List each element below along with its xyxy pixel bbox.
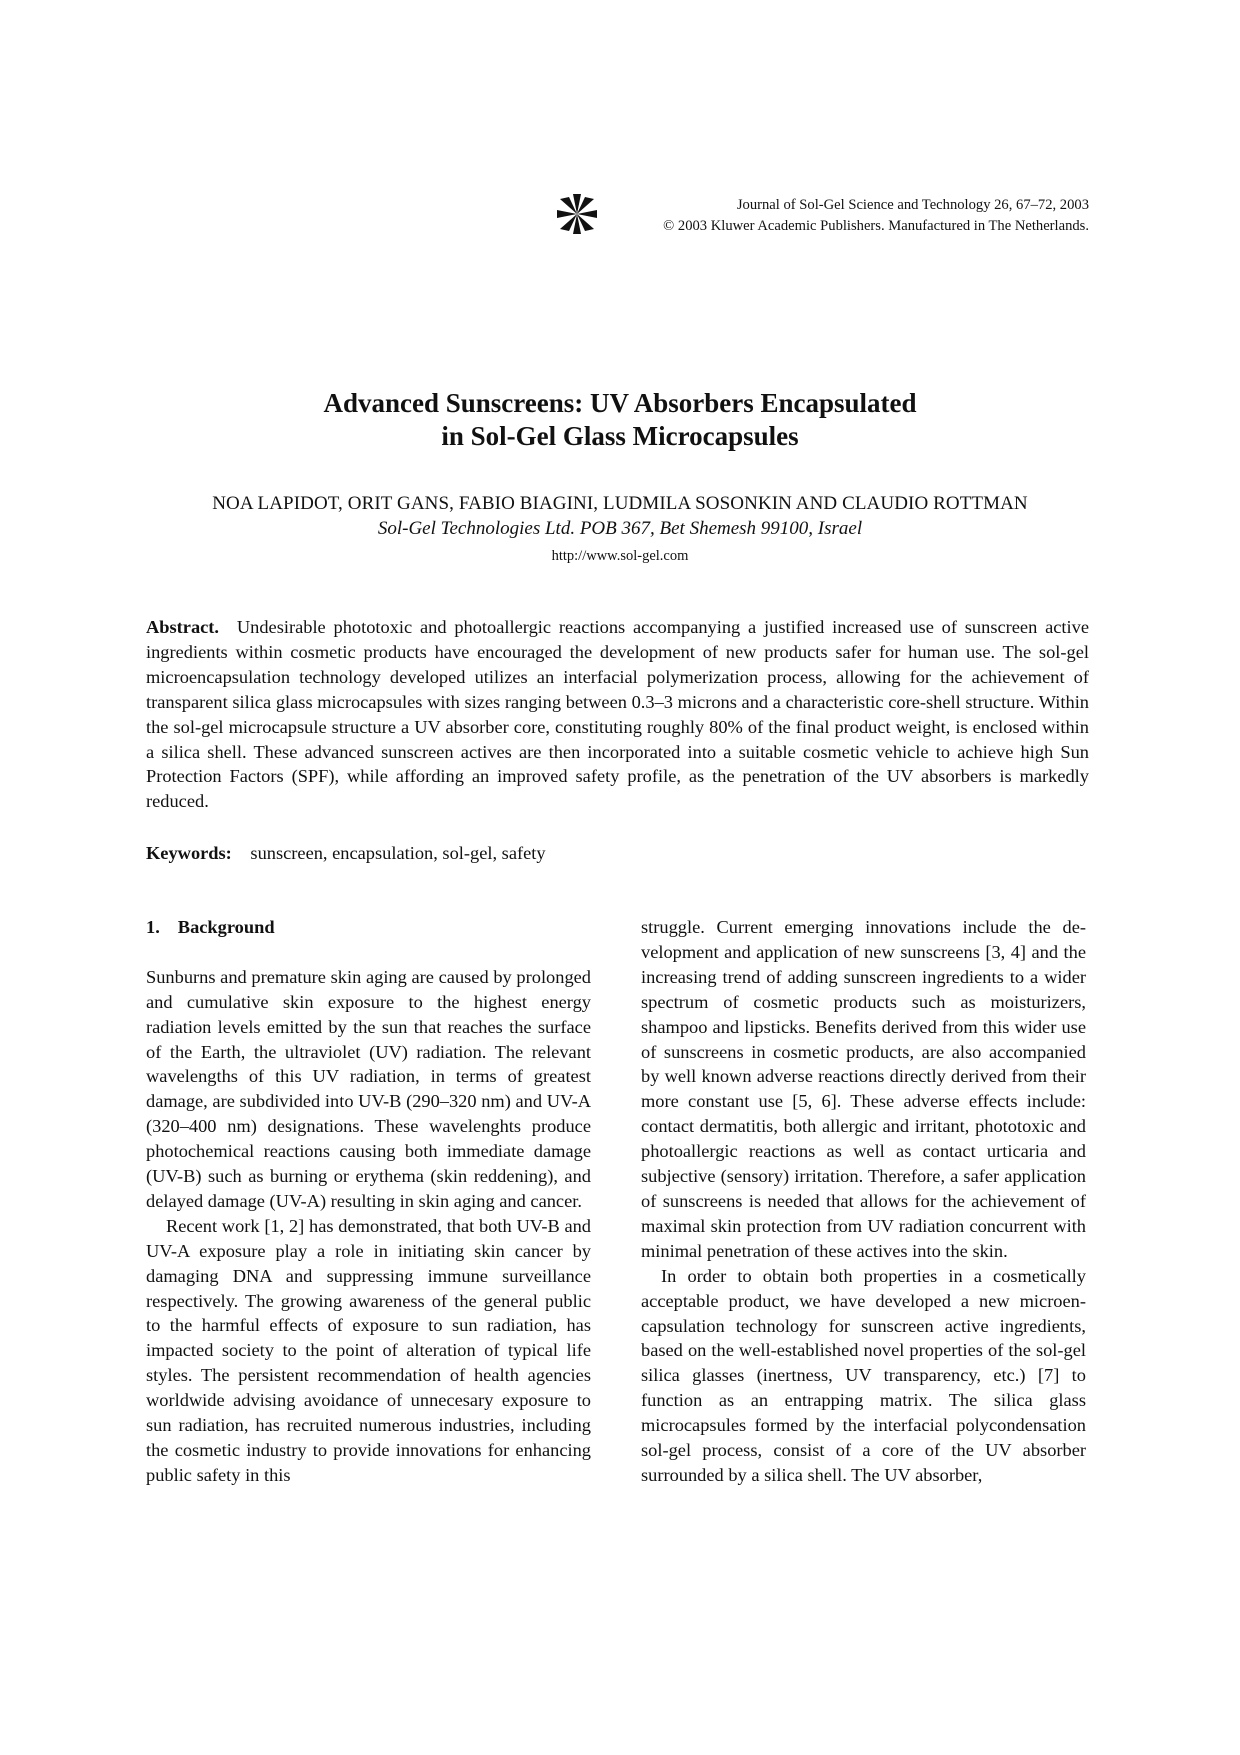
section-heading (146, 915, 591, 940)
section-title: Background (177, 917, 275, 937)
abstract-label: Abstract. (146, 617, 220, 637)
journal-citation: Journal of Sol-Gel Science and Technology 26, 67–72, 2003 (736, 197, 1089, 213)
abstract (146, 615, 1089, 814)
publisher-logo-icon (556, 193, 598, 235)
keywords-text: sunscreen, encapsulation, sol-gel, safety (250, 843, 546, 863)
keywords (146, 841, 1089, 866)
abstract-text: Undesirable phototoxic and photoallergic reactions accompanying a justified increased use of sunscreen active ingredients within cosmetic products have encouraged the development of new products safer for human use. The sol-gel microencapsulation technology developed utilizes an interfacial polymerization process, allowing for the achievement of transparent silica glass microcapsules with sizes ranging between 0.3–3 microns and a characteristic core-shell structure. Within the sol-gel microcapsule structure a UV absorber core, constituting roughly 80% of the final product weight, is enclosed within a silica shell. These advanced sunscreen actives are then incorporated into a suitable cosmetic vehicle to achieve high Sun Protection Factors (SPF), while affording an improved safety profile, as the penetration of the UV absorbers is markedly reduced. (146, 617, 1089, 812)
paper-title (0, 387, 1240, 453)
body-paragraph: In order to obtain both properties in a cosmetically acceptable product, we have developed a new microencapsulation technology for sunscreen active ingredients, based on the well-established novel properties of the sol-gel silica glasses (inertness, UV transparency, etc.) [7] to function as an entrapping matrix. The silica glass microcapsules formed by the interfacial polycondensation sol-gel process, consist of a core of the UV absorber surrounded by a silica shell. The UV absorber, (641, 1265, 1086, 1485)
body-column-right (641, 915, 1086, 1488)
author-list: NOA LAPIDOT, ORIT GANS, FABIO BIAGINI, LUDMILA SOSONKIN AND CLAUDIO ROTTMAN (212, 493, 1028, 514)
body-paragraph: Sunburns and premature skin aging are caused by prolonged and cumulative skin exposure to the highest energy radiation levels emitted by the sun that reaches the surface of the Earth, the ultraviolet (UV) radiation. The relevant wavelengths of this UV radiation, in terms of greatest damage, are subdivided into UV-B (290–320 nm) and UV-A (320–400 nm) designations. These wavelenghts produce photochemical reactions causing both immediate damage (UV-B) such as burning or erythema (skin reddening), and delayed damage (UV-A) resulting in skin aging and cancer. (146, 966, 591, 1211)
author-affiliation: Sol-Gel Technologies Ltd. POB 367, Bet Shemesh 99100, Israel (377, 518, 863, 539)
copyright-notice: © 2003 Kluwer Academic Publishers. Manufactured in The Netherlands. (663, 218, 1089, 234)
title-line-1: Advanced Sunscreens: UV Absorbers Encapsulated (323, 388, 917, 418)
body-paragraph: struggle. Current emerging innovations include the development and application of new sunscreens [3, 4] and the increasing trend of adding sunscreen ingredients to a wider spectrum of cosmetic products such as moisturizers, shampoo and lipsticks. Benefits derived from this wider use of sunscreens in cosmetic products, are also accompanied by well known adverse reactions directly derived from their more constant use [5, 6]. These adverse effects include: contact dermatitis, both allergic and irritant, phototoxic and photoallergic reactions as well as contact urticaria and subjective (sensory) irritation. Therefore, a safer application of sunscreens is needed that allows for the achievement of maximal skin protection from UV radiation concurrent with minimal penetration of these actives into the skin. (641, 917, 1086, 1261)
company-url[interactable]: http://www.sol-gel.com (551, 548, 689, 564)
body-column-left (146, 915, 591, 1488)
keywords-label: Keywords: (146, 843, 232, 863)
body-paragraph: Recent work [1, 2] has demonstrated, that both UV-B and UV-A exposure play a role in initiating skin cancer by damaging DNA and suppressing immune surveillance respectively. The growing awareness of the general public to the harmful effects of exposure to sun radiation, has impacted society to the point of alteration of typical life styles. The persistent recommendation of health agencies worldwide advising avoidance of unnecesary exposure to sun radiation, has recruited numerous industries, including the cosmetic industry to provide innovations for enhancing public safety in this (146, 1215, 591, 1485)
section-number: 1. (146, 917, 160, 937)
title-line-2: in Sol-Gel Glass Microcapsules (441, 421, 799, 451)
